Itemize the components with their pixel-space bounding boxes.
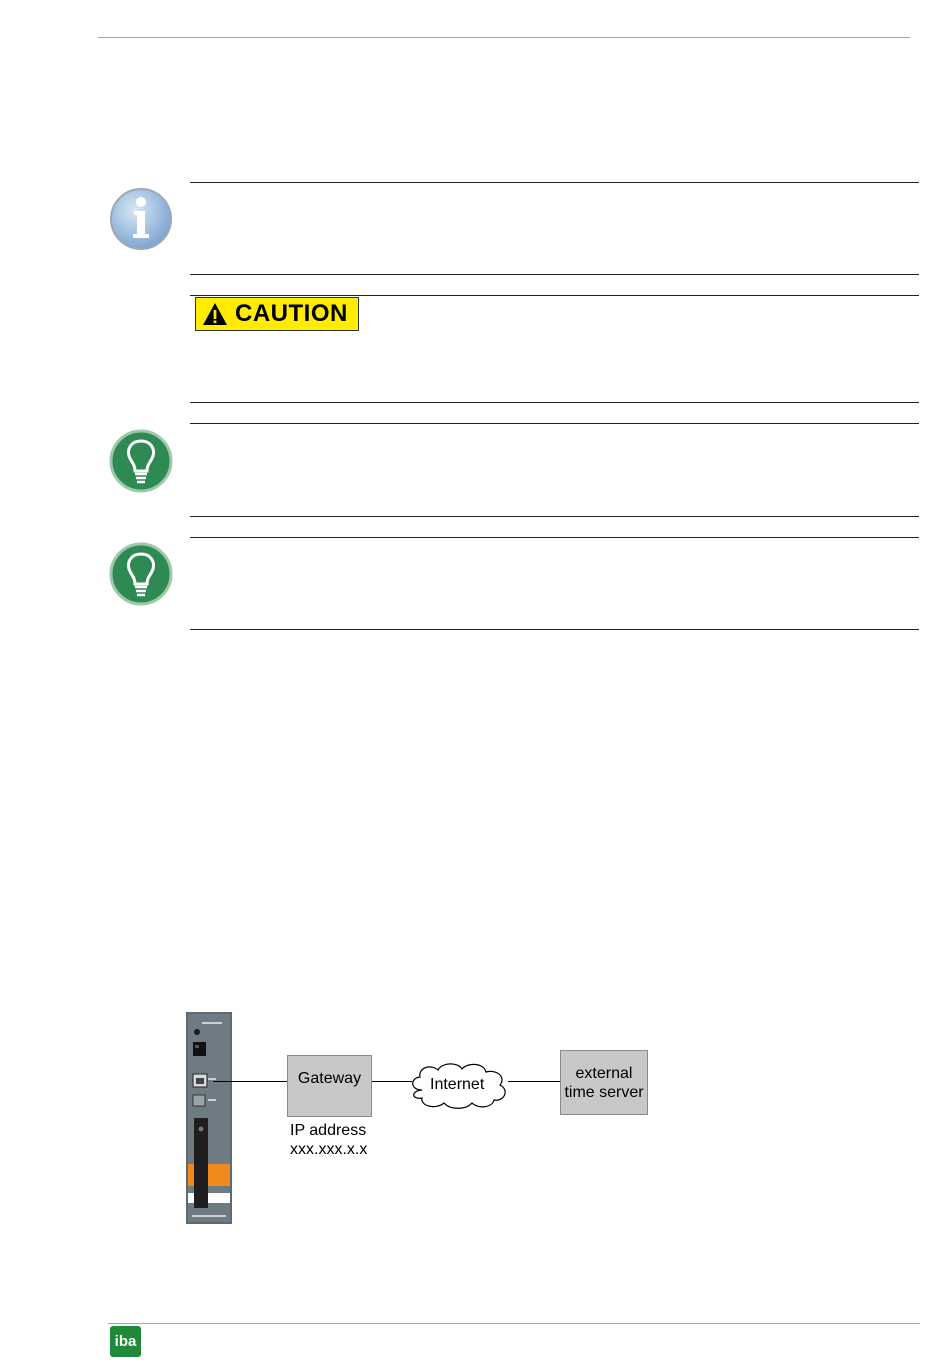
caution-label: CAUTION [235, 300, 348, 327]
link-gateway-internet [372, 1081, 412, 1082]
device-module [186, 1012, 232, 1224]
gateway-label: Gateway [297, 1069, 362, 1087]
time-server-line2: time server [564, 1083, 644, 1101]
gateway-ip-label: IP address [290, 1122, 367, 1139]
network-diagram [185, 1010, 655, 1225]
tip1-bottom-rule [190, 516, 919, 517]
time-server-box [560, 1050, 648, 1115]
logo-text: iba [114, 1333, 137, 1350]
link-device-gateway [213, 1081, 287, 1082]
caution-bottom-rule [190, 402, 919, 403]
caution-badge [195, 297, 359, 331]
iba-logo [110, 1326, 141, 1357]
lightbulb-icon [109, 429, 173, 493]
info-icon [109, 187, 173, 251]
info-note-top-rule [190, 182, 919, 183]
warning-icon [202, 302, 228, 326]
info-note-bottom-rule [190, 274, 919, 275]
header-rule [98, 37, 910, 38]
lightbulb-icon [109, 542, 173, 606]
time-server-line1: external [575, 1064, 633, 1082]
tip2-top-rule [190, 537, 919, 538]
gateway-box [287, 1055, 372, 1117]
footer-rule [108, 1323, 920, 1324]
caution-top-rule [190, 295, 919, 296]
internet-cloud [408, 1060, 512, 1110]
link-internet-server [508, 1081, 560, 1082]
tip2-bottom-rule [190, 629, 919, 630]
tip1-top-rule [190, 423, 919, 424]
internet-label: Internet [430, 1076, 485, 1093]
gateway-ip-value: xxx.xxx.x.x [290, 1141, 368, 1158]
